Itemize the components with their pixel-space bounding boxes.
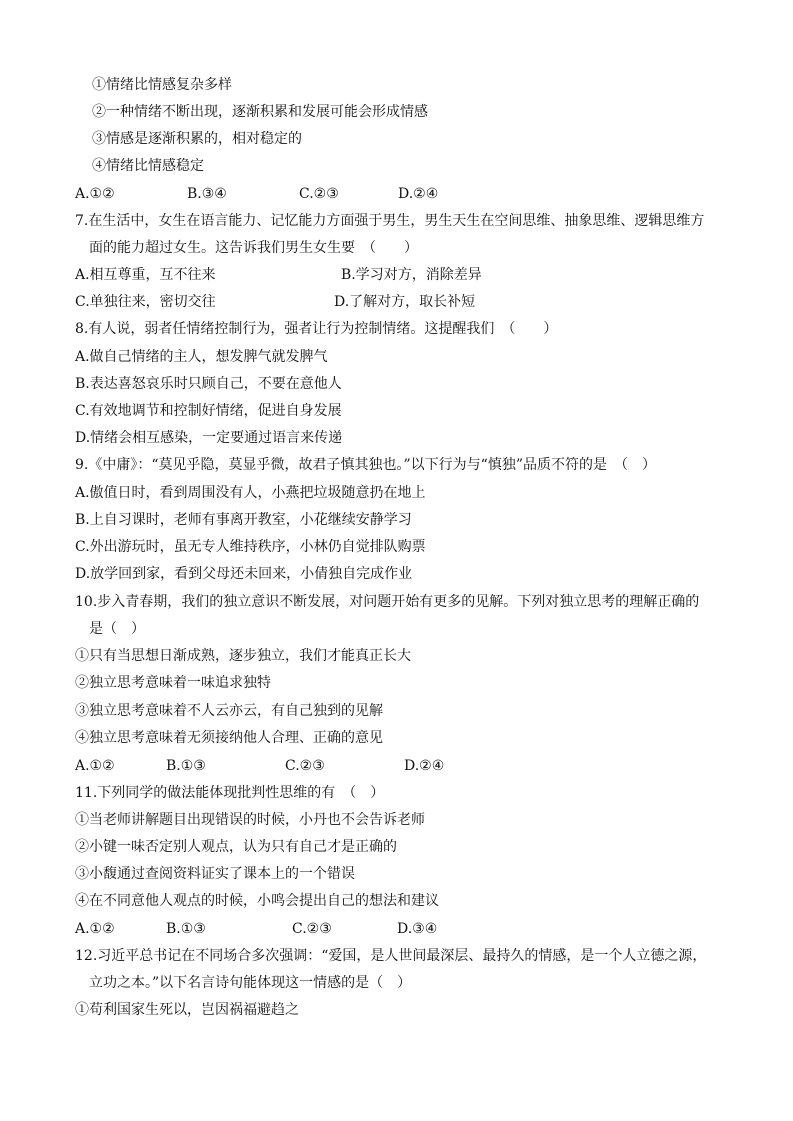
q7-option-d: D.了解对方，取长补短 xyxy=(334,294,476,310)
q6-statement-3: ③情感是逐渐积累的，相对稳定的 xyxy=(92,131,302,147)
q7-stem-line-2: 面的能力超过女生。这告诉我们男生女生要 （ ） xyxy=(89,240,418,256)
q7-option-c: C.单独往来，密切交往 xyxy=(75,294,216,310)
q12-stem-line-1: 12.习近平总书记在不同场合多次强调：“爱国，是人世间最深层、最持久的情感，是一个人立德之源， xyxy=(75,948,707,964)
q11-statement-1: ①当老师讲解题目出现错误的时候，小丹也不会告诉老师 xyxy=(75,812,425,828)
q7-option-b: B.学习对方，消除差异 xyxy=(341,267,482,283)
q10-statement-1: ①只有当思想日渐成熟，逐步独立，我们才能真正长大 xyxy=(75,648,411,664)
q10-statement-2: ②独立思考意味着一味追求独特 xyxy=(75,675,271,691)
q8-option-d: D.情绪会相互感染，一定要通过语言来传递 xyxy=(75,430,343,446)
q6-option-c: C.②③ xyxy=(299,186,339,202)
q10-option-b: B.①③ xyxy=(166,758,206,774)
q8-option-c: C.有效地调节和控制好情绪，促进自身发展 xyxy=(75,403,342,419)
q6-option-b: B.③④ xyxy=(187,186,227,202)
q9-option-a: A.傲值日时，看到周围没有人，小燕把垃圾随意扔在地上 xyxy=(75,485,426,501)
q11-option-a: A.①② xyxy=(75,921,115,937)
q10-stem-line-2: 是（ ） xyxy=(89,621,145,637)
q11-option-c: C.②③ xyxy=(292,921,332,937)
q8-option-a: A.做自己情绪的主人，想发脾气就发脾气 xyxy=(75,349,328,365)
q11-statement-3: ③小馥通过查阅资料证实了课本上的一个错误 xyxy=(75,866,355,882)
q10-statement-3: ③独立思考意味着不人云亦云，有自己独到的见解 xyxy=(75,703,383,719)
q7-stem-line-1: 7.在生活中，女生在语言能力、记忆能力方面强于男生，男生天生在空间思维、抽象思维、逻辑思维方 xyxy=(75,213,705,229)
q12-statement-1: ①苟利国家生死以，岂因祸福避趋之 xyxy=(75,1002,299,1018)
q10-option-c: C.②③ xyxy=(285,758,325,774)
q12-stem-line-2: 立功之本。”以下名言诗句能体现这一情感的是（ ） xyxy=(89,975,412,991)
q9-option-c: C.外出游玩时，虽无专人维持秩序，小林仍自觉排队购票 xyxy=(75,539,426,555)
q9-stem: 9.《中庸》：“莫见乎隐，莫显乎微，故君子慎其独也。”以下行为与“慎独”品质不符的是 （ ） xyxy=(75,457,656,473)
q10-option-d: D.②④ xyxy=(404,758,445,774)
q9-option-d: D.放学回到家，看到父母还未回来，小倩独自完成作业 xyxy=(75,566,413,582)
q11-statement-4: ④在不同意他人观点的时候，小鸣会提出自己的想法和建议 xyxy=(75,893,439,909)
q6-statement-2: ②一种情绪不断出现，逐渐积累和发展可能会形成情感 xyxy=(92,104,428,120)
q10-statement-4: ④独立思考意味着无须接纳他人合理、正确的意见 xyxy=(75,730,383,746)
q6-statement-4: ④情绪比情感稳定 xyxy=(92,158,204,174)
q6-statement-1: ①情绪比情感复杂多样 xyxy=(92,77,232,93)
q10-stem-line-1: 10.步入青春期，我们的独立意识不断发展，对问题开始有更多的见解。下列对独立思考的理解正确的 xyxy=(75,594,700,610)
q6-option-d: D.②④ xyxy=(398,186,439,202)
q11-option-b: B.①③ xyxy=(166,921,206,937)
q10-option-a: A.①② xyxy=(75,758,115,774)
q6-option-a: A.①② xyxy=(75,186,115,202)
q7-option-a: A.相互尊重，互不往来 xyxy=(75,267,216,283)
q9-option-b: B.上自习课时，老师有事离开教室，小花继续安静学习 xyxy=(75,512,412,528)
q11-option-d: D.③④ xyxy=(397,921,438,937)
q11-stem: 11.下列同学的做法能体现批判性思维的有 （ ） xyxy=(75,785,385,801)
q8-option-b: B.表达喜怒哀乐时只顾自己，不要在意他人 xyxy=(75,376,342,392)
q8-stem: 8.有人说，弱者任情绪控制行为，强者让行为控制情绪。这提醒我们 （ ） xyxy=(75,321,558,337)
q11-statement-2: ②小键一味否定别人观点，认为只有自己才是正确的 xyxy=(75,839,397,855)
